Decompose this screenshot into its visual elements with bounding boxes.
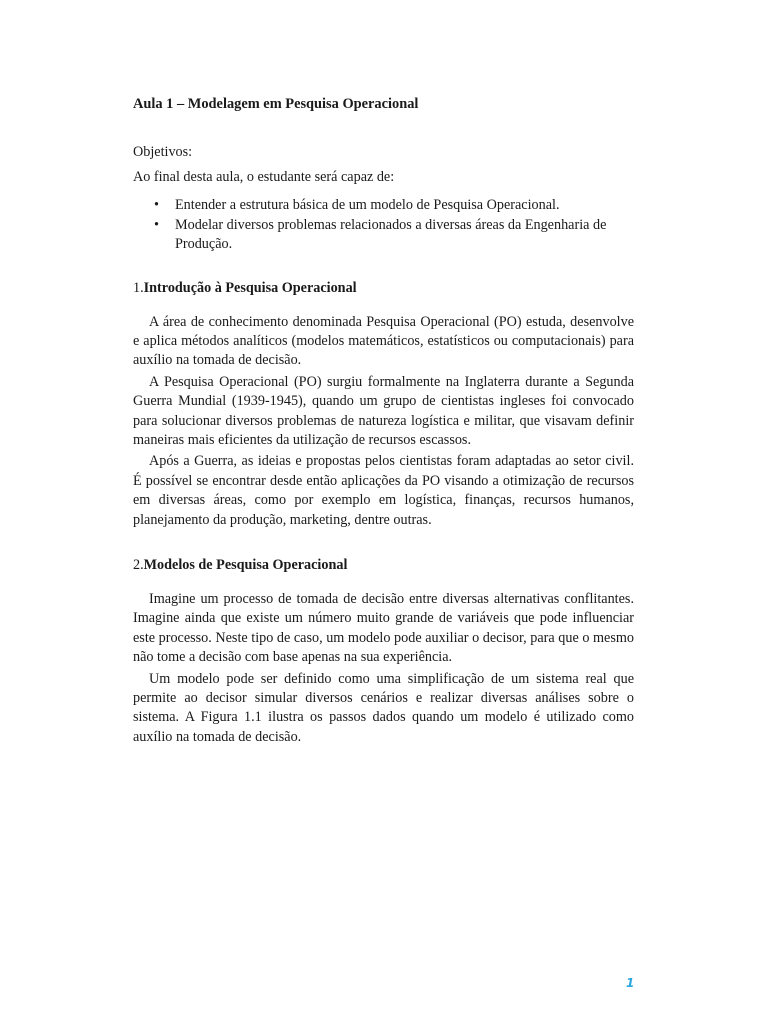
objective-text: Entender a estrutura básica de um modelo de Pesquisa Operacional. bbox=[175, 197, 560, 213]
document-title: Aula 1 – Modelagem em Pesquisa Operacional bbox=[133, 96, 419, 112]
paragraph: Imagine um processo de tomada de decisão entre diversas alternativas conflitantes. Imagine ainda que existe um número muito grande de variáveis que pode influenciar este processo. Neste tipo de caso, um modelo pode auxiliar o decisor, para que o mesmo não tome a decisão com base apenas na sua experiência. bbox=[133, 590, 634, 666]
objectives-label: Objetivos: bbox=[133, 144, 193, 160]
paragraph: A Pesquisa Operacional (PO) surgiu formalmente na Inglaterra durante a Segunda Guerra Mundial (1939-1945), quando um grupo de cientistas ingleses foi convocado para solucionar diversos problemas de natureza logística e militar, que visavam definir maneiras mais eficientes da utilização de recursos escassos. bbox=[133, 373, 634, 448]
objectives-intro: Ao final desta aula, o estudante será capaz de: bbox=[133, 169, 395, 185]
section-heading bbox=[133, 278, 634, 298]
objectives-list bbox=[133, 196, 634, 255]
document-page bbox=[133, 94, 634, 747]
section-heading bbox=[133, 555, 634, 575]
objective-text: Modelar diversos problemas relacionados a diversas áreas da Engenharia de Produção. bbox=[175, 216, 607, 252]
page-number: 1 bbox=[626, 976, 635, 990]
bullet-icon: • bbox=[154, 216, 159, 233]
paragraph: Após a Guerra, as ideias e propostas pelos cientistas foram adaptadas ao setor civil. É possível se encontrar desde então aplicações da PO visando a otimização de recursos em diversas áreas, como por exemplo em logística, finanças, recursos humanos, planejamento da produção, marketing, dentre outras. bbox=[133, 453, 634, 528]
bullet-icon: • bbox=[154, 197, 159, 213]
section-title: Modelos de Pesquisa Operacional bbox=[143, 556, 348, 573]
list-item bbox=[133, 216, 634, 255]
section-number: 2. bbox=[133, 556, 144, 573]
paragraph: A área de conhecimento denominada Pesquisa Operacional (PO) estuda, desenvolve e aplica métodos analíticos (modelos matemáticos, estatísticos ou computacionais) para auxílio na tomada de decisão. bbox=[133, 313, 634, 369]
section-title: Introdução à Pesquisa Operacional bbox=[143, 279, 357, 296]
section-number: 1. bbox=[133, 279, 144, 296]
paragraph: Um modelo pode ser definido como uma simplificação de um sistema real que permite ao decisor simular diversos cenários e realizar diversas análises sobre o sistema. A Figura 1.1 ilustra os passos dados quando um modelo é utilizado como auxílio na tomada de decisão. bbox=[133, 670, 634, 745]
list-item bbox=[133, 196, 634, 216]
